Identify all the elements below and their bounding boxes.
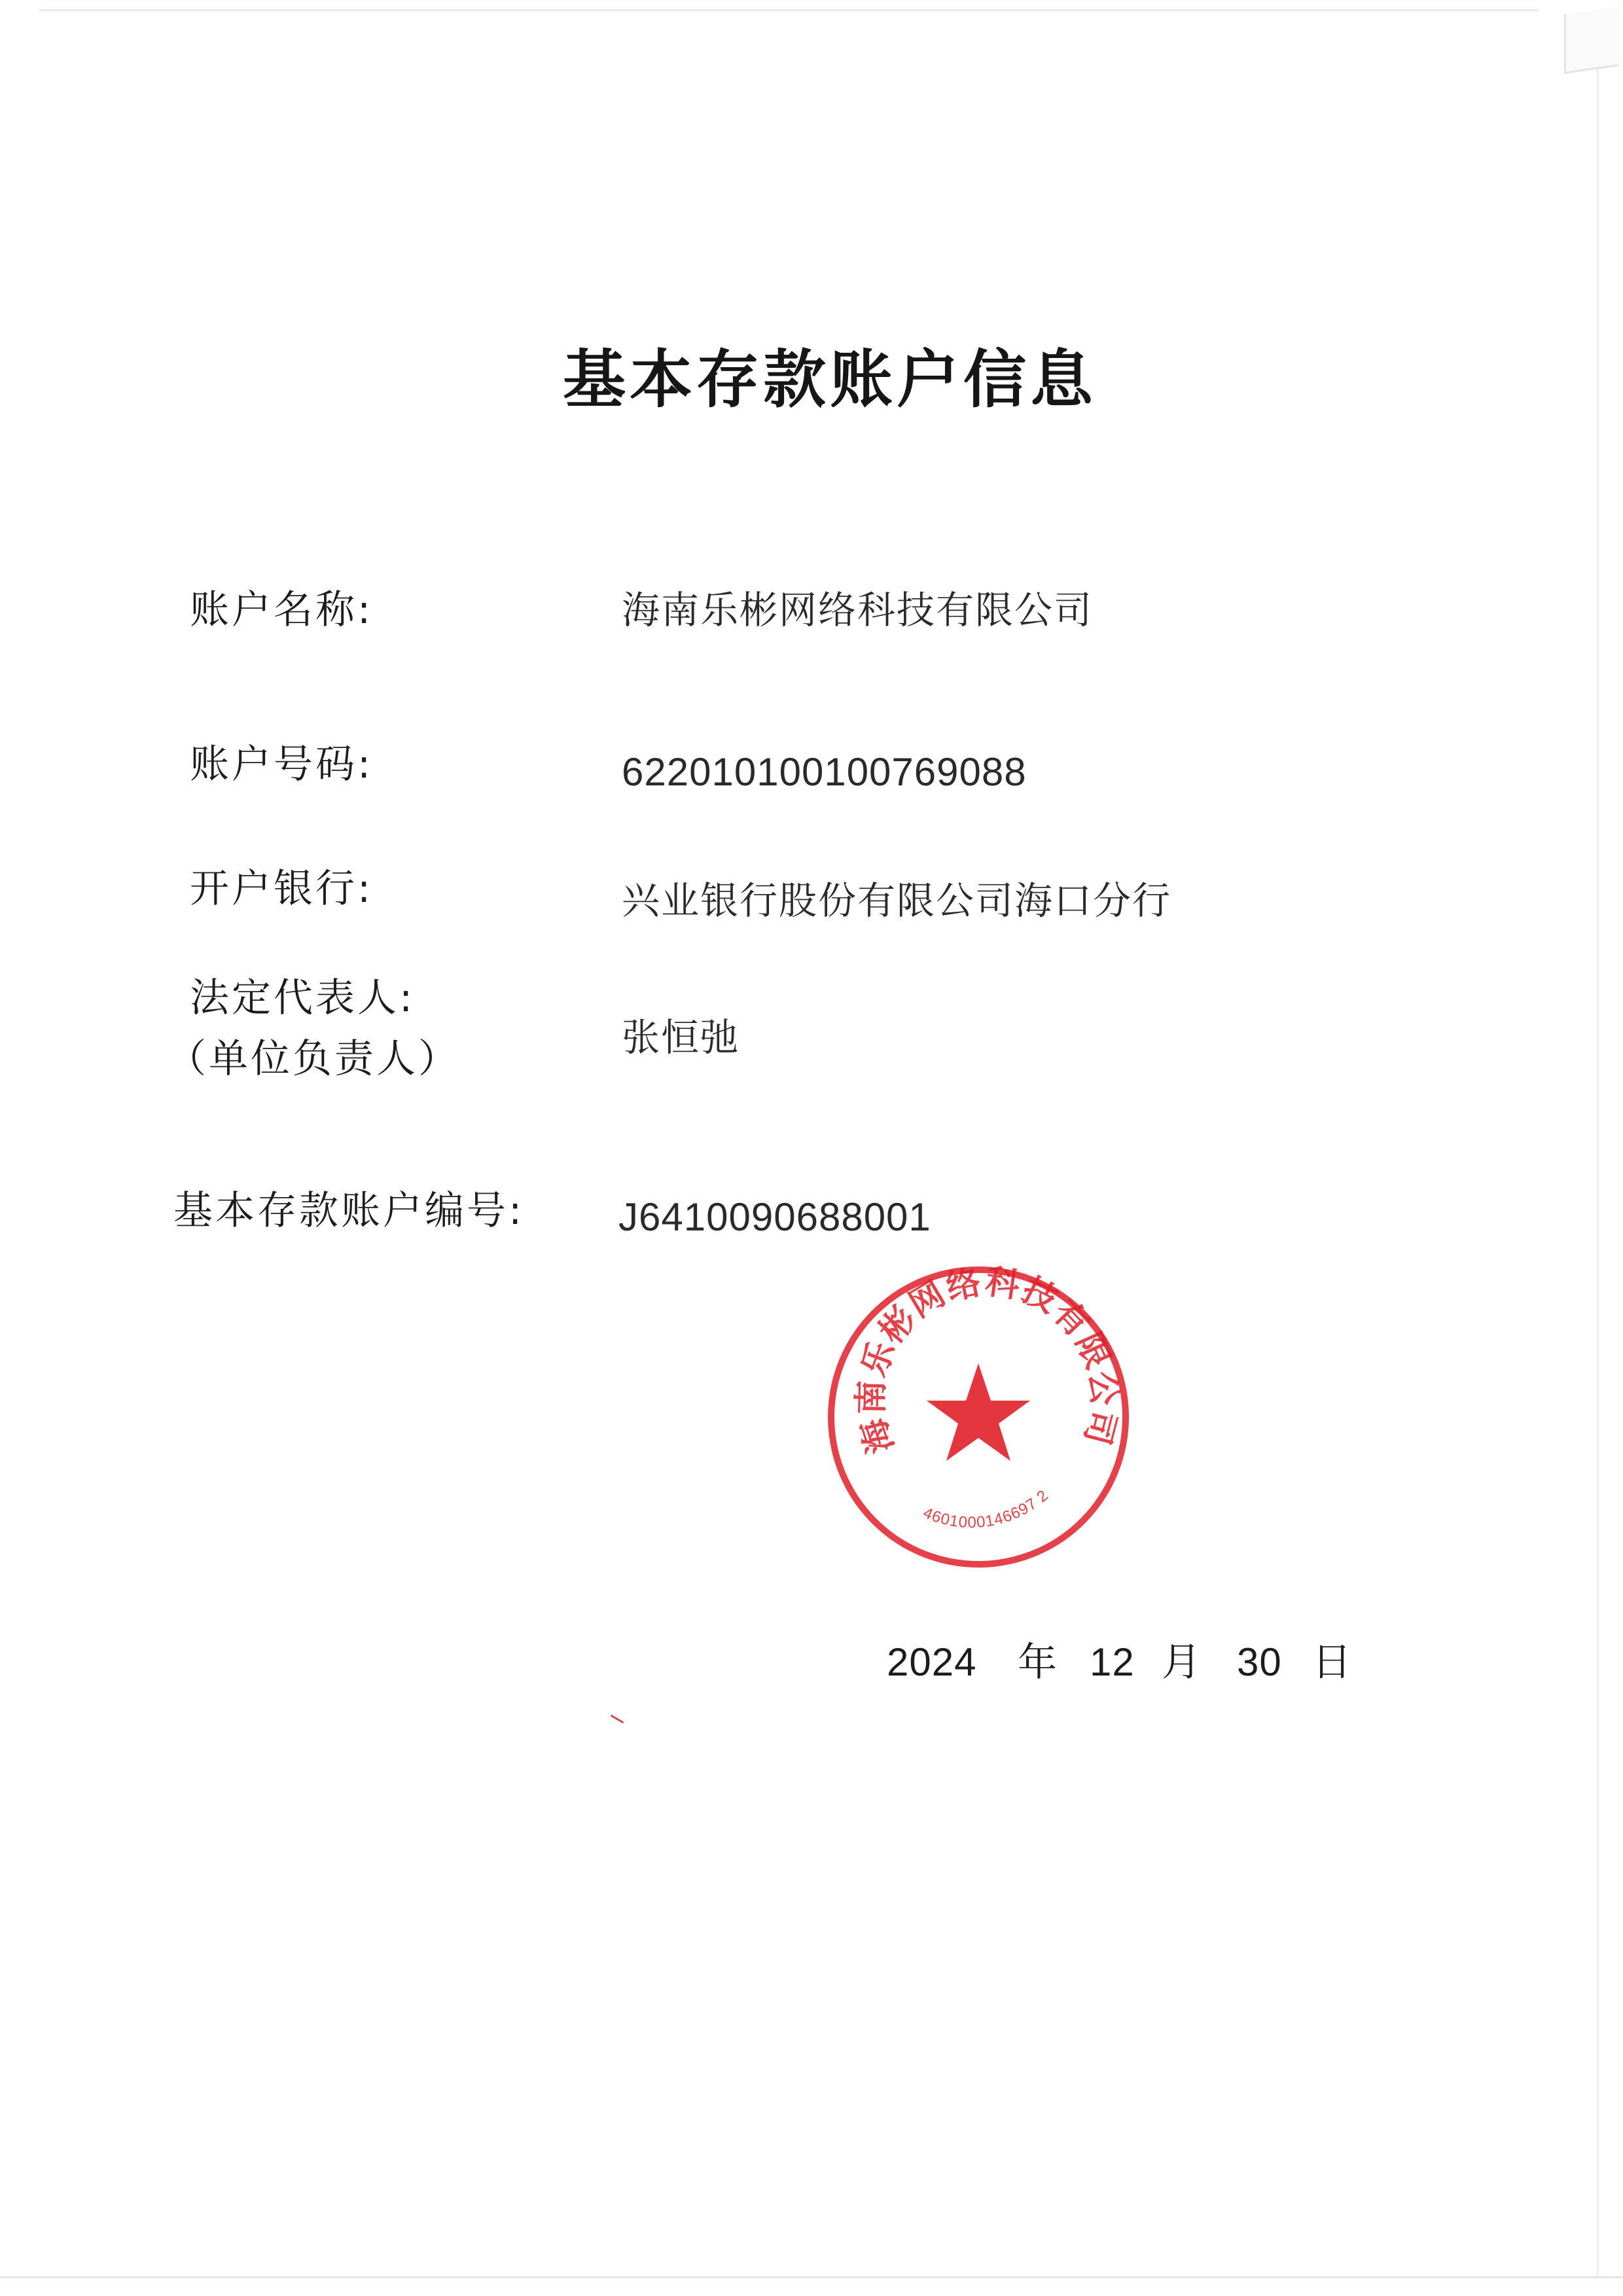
date-year: 2024 [887,1640,977,1684]
document-title: 基本存款账户信息 [563,342,1097,416]
legal-rep-value: 张恒弛 [622,1015,740,1060]
account-name-label: 账户名称: [190,587,374,633]
date-month: 12 [1090,1640,1135,1684]
scan-artifact-mark [611,1715,624,1724]
date-year-unit: 年 [1018,1640,1057,1685]
bank-value: 兴业银行股份有限公司海口分行 [622,878,1172,923]
folded-corner [1564,7,1618,74]
scan-page-edge-top [39,9,1538,11]
account-number-label: 账户号码: [190,742,374,787]
date-month-unit: 月 [1162,1640,1201,1685]
scan-page-edge-bottom [0,2276,1623,2278]
bank-label: 开户银行: [190,866,374,912]
seal-number: 4601000146697 2 [920,1486,1052,1532]
date-day: 30 [1237,1640,1282,1684]
date-day-unit: 日 [1312,1640,1351,1685]
scan-page-edge-right [1597,13,1599,2278]
seal-star-icon [927,1363,1030,1461]
seal-arc-text: 海南乐彬网络科技有限公司 [851,1261,1125,1459]
account-number-value: 622010100100769088 [622,750,1027,794]
basic-account-no-value: J6410090688001 [618,1195,931,1239]
account-name-value: 海南乐彬网络科技有限公司 [622,588,1094,632]
company-seal-stamp [821,1260,1135,1574]
legal-rep-label-line2: （单位负责人） [167,1036,460,1082]
legal-rep-label-line1: 法定代表人: [190,975,416,1021]
basic-account-no-label: 基本存款账户编号: [173,1188,525,1234]
